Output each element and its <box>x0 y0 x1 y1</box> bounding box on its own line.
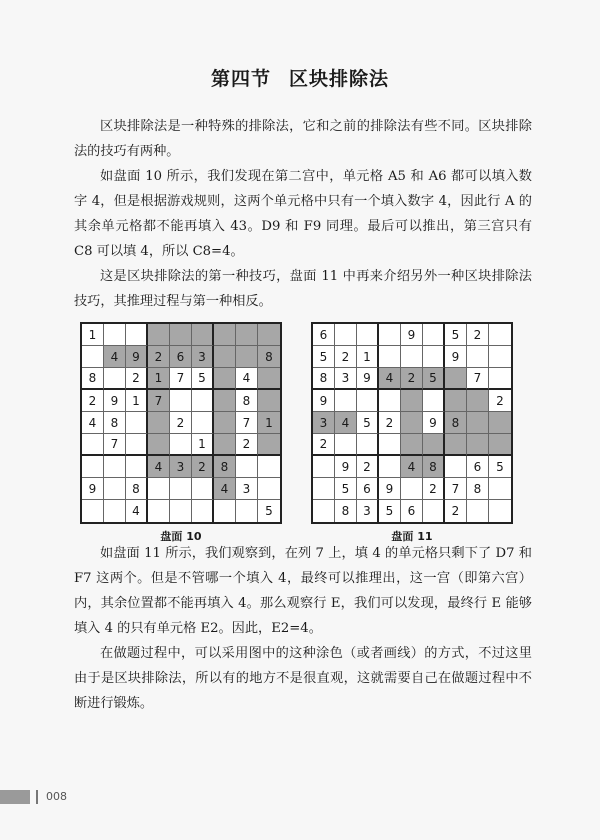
sudoku-cell <box>258 324 280 346</box>
sudoku-cell: 2 <box>401 368 423 390</box>
sudoku-cell <box>423 346 445 368</box>
sudoku-cell <box>423 434 445 456</box>
sudoku-cell: 4 <box>236 368 258 390</box>
sudoku-cell: 2 <box>467 324 489 346</box>
sudoku-cell <box>104 500 126 522</box>
sudoku-cell: 2 <box>313 434 335 456</box>
sudoku-cell: 9 <box>445 346 467 368</box>
sudoku-cell <box>379 346 401 368</box>
sudoku-cell: 7 <box>148 390 170 412</box>
puzzle-caption-10: 盘面 10 <box>160 530 202 543</box>
sudoku-cell <box>82 500 104 522</box>
sudoku-cell <box>126 412 148 434</box>
sudoku-cell: 2 <box>357 456 379 478</box>
sudoku-cell <box>192 390 214 412</box>
sudoku-cell <box>104 456 126 478</box>
sudoku-cell: 4 <box>379 368 401 390</box>
sudoku-cell: 9 <box>104 390 126 412</box>
sudoku-cell <box>192 500 214 522</box>
sudoku-cell: 5 <box>335 478 357 500</box>
sudoku-cell <box>104 478 126 500</box>
sudoku-cell <box>357 434 379 456</box>
sudoku-cell: 2 <box>379 412 401 434</box>
sudoku-cell <box>379 324 401 346</box>
sudoku-cell <box>258 478 280 500</box>
sudoku-cell <box>148 324 170 346</box>
page-number: 008 <box>46 790 67 803</box>
sudoku-cell <box>258 434 280 456</box>
sudoku-cell <box>467 346 489 368</box>
sudoku-cell <box>313 500 335 522</box>
paragraph-intro: 区块排除法是一种特殊的排除法，它和之前的排除法有些不同。区块排除法的技巧有两种。 <box>74 119 532 159</box>
sudoku-cell: 4 <box>148 456 170 478</box>
sudoku-cell: 9 <box>82 478 104 500</box>
sudoku-cell: 2 <box>445 500 467 522</box>
sudoku-cell: 2 <box>489 390 511 412</box>
sudoku-cell <box>104 324 126 346</box>
sudoku-cell <box>379 390 401 412</box>
sudoku-cell <box>379 434 401 456</box>
sudoku-cell <box>258 368 280 390</box>
paragraph-second-technique: 这是区块排除法的第一种技巧，盘面 11 中再来介绍另外一种区块排除法技巧，其推理过程与第一种相反。 <box>74 269 532 309</box>
sudoku-cell <box>379 456 401 478</box>
sudoku-cell: 8 <box>214 456 236 478</box>
sudoku-cell <box>401 434 423 456</box>
sudoku-cell <box>148 412 170 434</box>
sudoku-cell <box>445 434 467 456</box>
sudoku-cell <box>489 500 511 522</box>
sudoku-cell: 6 <box>467 456 489 478</box>
sudoku-cell <box>489 434 511 456</box>
sudoku-cell: 8 <box>335 500 357 522</box>
sudoku-cell: 9 <box>423 412 445 434</box>
sudoku-cell <box>214 368 236 390</box>
sudoku-cell <box>445 390 467 412</box>
sudoku-cell: 5 <box>265 504 273 518</box>
sudoku-cell <box>170 434 192 456</box>
sudoku-cell: 8 <box>313 368 335 390</box>
sudoku-cell <box>192 324 214 346</box>
paragraph-puzzle11-explanation: 如盘面 11 所示，我们观察到，在列 7 上，填 4 的单元格只剩下了 D7 和 F7 这两个。但是不管哪一个填入 4，最终可以推理出，这一宫（即第六宫）内，其余位置都不能再填入 4。那么观察行 E，我们可以发现，最终行 E 能够填入 4 的只有单元格 E2。因此，E2=4。 <box>74 546 532 636</box>
sudoku-cell: 8 <box>467 478 489 500</box>
sudoku-cell <box>467 390 489 412</box>
sudoku-cell <box>148 500 170 522</box>
sudoku-cell <box>335 390 357 412</box>
sudoku-cell: 7 <box>445 478 467 500</box>
sudoku-cell: 3 <box>170 456 192 478</box>
sudoku-cell <box>258 390 280 412</box>
sudoku-cell: 8 <box>423 456 445 478</box>
paragraph-puzzle10-explanation: 如盘面 10 所示，我们发现在第二宫中，单元格 A5 和 A6 都可以填入数字 4，但是根据游戏规则，这两个单元格中只有一个填入数字 4，因此行 A 的其余单元格都不能再填入 43。D9 和 F9 同理。最后可以推出，第三宫只有 C8 可以填 4，所以 C8=4。 <box>74 169 532 259</box>
sudoku-cell <box>126 456 148 478</box>
sudoku-cell <box>236 456 258 478</box>
sudoku-cell <box>170 500 192 522</box>
sudoku-cell: 6 <box>170 346 192 368</box>
sudoku-cell <box>313 478 335 500</box>
sudoku-cell <box>192 478 214 500</box>
section-name: 区块排除法 <box>289 68 390 90</box>
sudoku-cell <box>126 324 148 346</box>
paragraph-practice-tip: 在做题过程中，可以采用图中的这种涂色（或者画线）的方式，不过这里由于是区块排除法，所以有的地方不是很直观，这就需要自己在做题过程中不断进行锻炼。 <box>74 646 532 711</box>
sudoku-cell: 1 <box>192 434 214 456</box>
sudoku-cell: 7 <box>467 368 489 390</box>
sudoku-cell <box>170 390 192 412</box>
sudoku-cell: 2 <box>192 456 214 478</box>
sudoku-cell: 9 <box>335 456 357 478</box>
sudoku-cell <box>489 324 511 346</box>
sudoku-cell <box>489 346 511 368</box>
sudoku-cell: 9 <box>379 478 401 500</box>
sudoku-cell: 5 <box>192 368 214 390</box>
sudoku-cell: 1 <box>82 324 104 346</box>
sudoku-cell <box>489 412 511 434</box>
sudoku-cell: 3 <box>192 346 214 368</box>
sudoku-cell <box>401 346 423 368</box>
sudoku-cell: 8 <box>236 390 258 412</box>
sudoku-cell: 2 <box>170 412 192 434</box>
sudoku-cell <box>357 390 379 412</box>
footer-bar <box>0 790 30 804</box>
sudoku-cell <box>357 324 379 346</box>
sudoku-cell <box>170 324 192 346</box>
sudoku-cell <box>401 412 423 434</box>
sudoku-cell: 5 <box>313 346 335 368</box>
sudoku-cell <box>148 478 170 500</box>
sudoku-cell <box>214 324 236 346</box>
sudoku-cell <box>467 412 489 434</box>
sudoku-cell: 2 <box>148 346 170 368</box>
sudoku-cell <box>214 412 236 434</box>
sudoku-cell <box>214 500 236 522</box>
sudoku-cell <box>126 434 148 456</box>
sudoku-cell: 9 <box>126 346 148 368</box>
sudoku-cell <box>214 390 236 412</box>
sudoku-cell: 8 <box>258 346 280 368</box>
sudoku-cell: 5 <box>423 368 445 390</box>
sudoku-cell <box>401 390 423 412</box>
sudoku-cell: 1 <box>258 412 280 434</box>
sudoku-cell <box>335 324 357 346</box>
sudoku-cell <box>236 500 258 522</box>
sudoku-cell <box>214 346 236 368</box>
puzzle-caption-11: 盘面 11 <box>391 530 433 543</box>
sudoku-cell <box>192 412 214 434</box>
sudoku-cell <box>258 456 280 478</box>
sudoku-cell: 5 <box>489 456 511 478</box>
sudoku-cell: 8 <box>82 368 104 390</box>
sudoku-cell: 4 <box>401 456 423 478</box>
sudoku-cell <box>82 346 104 368</box>
sudoku-cell: 2 <box>126 368 148 390</box>
sudoku-cell <box>467 434 489 456</box>
section-title <box>0 64 600 91</box>
sudoku-cell <box>104 368 126 390</box>
sudoku-cell: 3 <box>313 412 335 434</box>
sudoku-cell: 5 <box>379 500 401 522</box>
sudoku-cell: 3 <box>357 500 379 522</box>
sudoku-cell: 4 <box>214 478 236 500</box>
sudoku-cell <box>313 456 335 478</box>
sudoku-cell <box>489 478 511 500</box>
sudoku-cell: 1 <box>357 346 379 368</box>
sudoku-cell <box>236 324 258 346</box>
sudoku-grid-11 <box>311 322 513 524</box>
sudoku-cell: 9 <box>313 390 335 412</box>
sudoku-grid-10 <box>80 322 282 524</box>
sudoku-cell: 2 <box>82 390 104 412</box>
sudoku-cell: 3 <box>236 478 258 500</box>
sudoku-cell: 2 <box>335 346 357 368</box>
sudoku-cell: 5 <box>445 324 467 346</box>
sudoku-cell <box>423 324 445 346</box>
sudoku-cell: 4 <box>104 346 126 368</box>
sudoku-cell: 8 <box>104 412 126 434</box>
sudoku-cell: 6 <box>313 324 335 346</box>
sudoku-cell <box>82 434 104 456</box>
sudoku-cell <box>236 346 258 368</box>
sudoku-cell <box>467 500 489 522</box>
sudoku-cell: 8 <box>445 412 467 434</box>
sudoku-cell: 6 <box>357 478 379 500</box>
sudoku-cell: 4 <box>335 412 357 434</box>
sudoku-cell <box>445 456 467 478</box>
sudoku-cell <box>401 478 423 500</box>
sudoku-cell: 8 <box>126 478 148 500</box>
sudoku-cell <box>489 368 511 390</box>
sudoku-cell: 4 <box>82 412 104 434</box>
sudoku-cell: 7 <box>236 412 258 434</box>
sudoku-cell <box>423 500 445 522</box>
sudoku-cell: 2 <box>423 478 445 500</box>
sudoku-cell <box>148 434 170 456</box>
sudoku-cell: 1 <box>126 390 148 412</box>
sudoku-cell: 4 <box>126 500 148 522</box>
sudoku-cell: 3 <box>335 368 357 390</box>
footer-divider <box>36 790 38 804</box>
sudoku-cell: 2 <box>236 434 258 456</box>
sudoku-cell <box>335 434 357 456</box>
sudoku-cell <box>214 434 236 456</box>
section-number: 第四节 <box>210 68 271 90</box>
sudoku-cell: 7 <box>170 368 192 390</box>
sudoku-cell <box>423 390 445 412</box>
sudoku-cell: 1 <box>148 368 170 390</box>
sudoku-cell: 9 <box>357 368 379 390</box>
sudoku-cell <box>170 478 192 500</box>
sudoku-cell: 6 <box>401 500 423 522</box>
sudoku-cell <box>82 456 104 478</box>
sudoku-cell: 9 <box>401 324 423 346</box>
sudoku-cell: 5 <box>357 412 379 434</box>
sudoku-cell <box>445 368 467 390</box>
sudoku-cell: 7 <box>104 434 126 456</box>
